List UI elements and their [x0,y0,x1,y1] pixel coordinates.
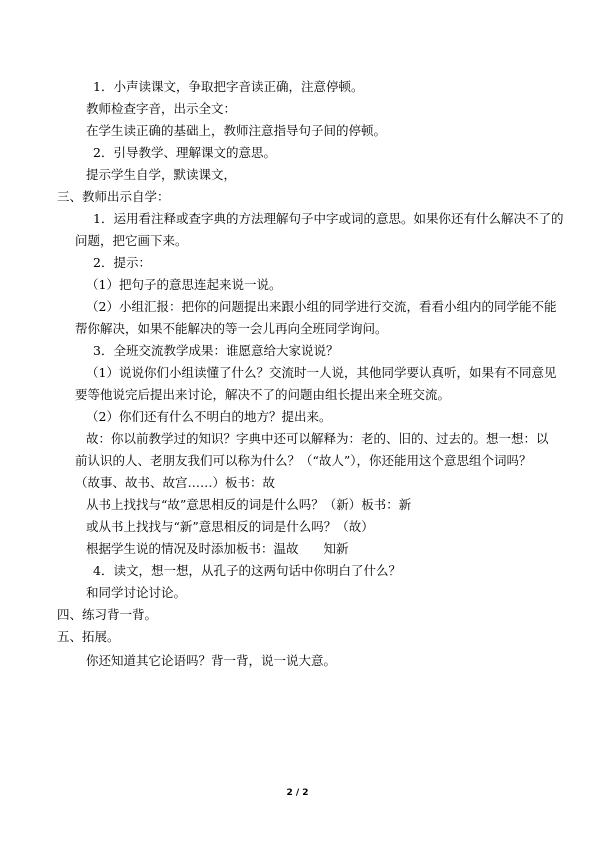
step-1-read-aloud: 1．小声读课文，争取把字音读正确，注意停顿。 [93,79,364,94]
find-opposite-of-xin: 或从书上找找与“新”意思相反的词是什么吗？（故） [86,519,374,534]
board-wengu-zhixin: 根据学生说的情况及时添加板书：温故 知新 [86,541,349,556]
teacher-guides-pauses: 在学生读正确的基础上，教师注意指导句子间的停顿。 [86,123,387,138]
self-study-item-2: 2．提示： [93,255,151,270]
section-3-heading: 三、教师出示自学： [57,189,170,204]
self-study-item-1: 1．运用看注释或查字典的方法理解句子中字或词的意思。如果你还有什么解决不了的 [93,211,564,226]
hint-2-cont: 帮你解决，如果不能解决的等一会儿再向全班同学询问。 [75,321,388,336]
exchange-1: （1）说说你们小组读懂了什么？交流时一人说，其他同学要认真听，如果有不同意见 [86,365,557,380]
exchange-1-cont: 要等他说完后提出来讨论，解决不了的问题由组长提出来全班交流。 [75,387,451,402]
hint-2: （2）小组汇报：把你的问题提出来跟小组的同学进行交流，看看小组内的同学能不能 [86,299,557,314]
self-study-item-4: 4．读文，想一想，从孔子的这两句话中你明白了什么？ [93,563,401,578]
gu-explanation-cont: 前认识的人、老朋友我们可以称为什么？（“故人”），你还能用这个意思组个词吗？ [75,453,532,468]
self-study-item-3: 3．全班交流教学成果：谁愿意给大家说说？ [93,343,339,358]
gu-words-board: （故事、故书、故宫……）板书：故 [75,475,276,490]
section-4-heading: 四、练习背一背。 [57,607,158,622]
self-study-item-1-cont: 问题，把它画下来。 [75,233,188,248]
find-opposite-of-gu: 从书上找找与“故”意思相反的词是什么吗？（新）板书：新 [86,497,412,512]
extension-question: 你还知道其它论语吗？背一背，说一说大意。 [86,653,337,668]
page-number: 2 / 2 [286,788,309,798]
section-5-heading: 五、拓展。 [57,629,120,644]
discuss-with-classmates: 和同学讨论讨论。 [86,585,187,600]
gu-explanation: 故：你以前教学过的知识？字典中还可以解释为：老的、旧的、过去的。想一想：以 [86,431,549,446]
prompt-self-study: 提示学生自学，默读课文， [86,167,237,182]
teacher-checks-pronunciation: 教师检查字音，出示全文： [86,101,237,116]
exchange-2: （2）你们还有什么不明白的地方？提出来。 [86,409,332,424]
hint-1: （1）把句子的意思连起来说一说。 [86,277,282,292]
step-2-guide-understanding: 2．引导教学、理解课文的意思。 [93,145,276,160]
